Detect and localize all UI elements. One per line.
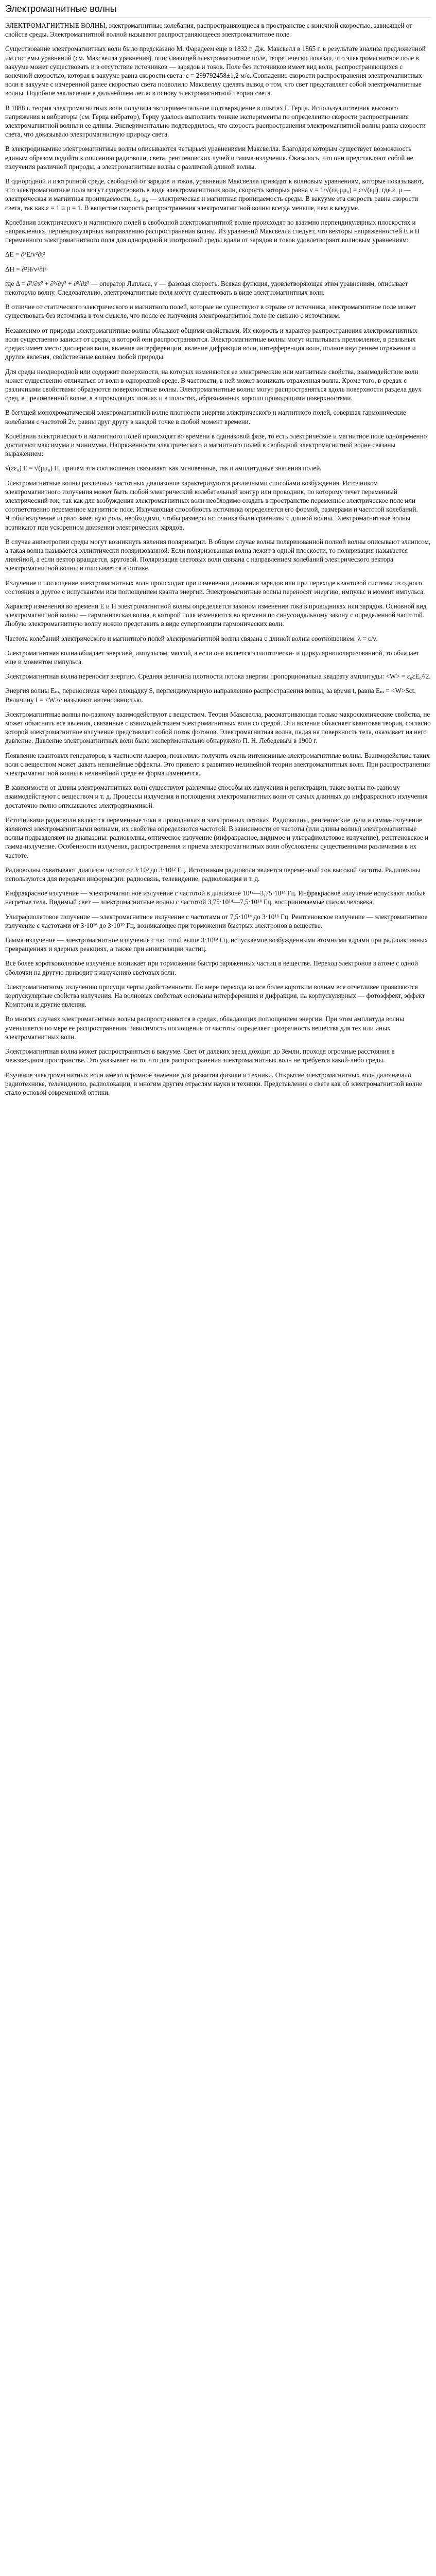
article-paragraph: √(εε₀) E = √(μμ₀) H, причем эти соотношения связывают как мгновенные, так и амплитудные значения полей. bbox=[5, 464, 322, 472]
article-paragraph: Излучение и поглощение электромагнитных волн происходит при изменении движения зарядов или при переходе квантовой системы из одного состояния в другое с испусканием или поглощением кванта энергии. Электромагнитные волны переносят энергию, импульс и момент импульса. bbox=[5, 579, 425, 596]
article-paragraph: Изучение электромагнитных волн имело огромное значение для развития физики и техники. Открытие электромагнитных волн дало начало радиотехнике, телевидению, радиолокации, и многим другим отраслям науки и техники. Представление о свете как об электромагнитной волне стало основой современной оптики. bbox=[5, 1071, 423, 1096]
article-paragraph: В 1888 г. теория электромагнитных волн получила экспериментальное подтверждение в опытах Г. Герца. Используя источник высокого напряжения и вибраторы (см. Герца вибратор), Герцу удалось выполнить тонкие эксперименты по определению скорости распространения электромагнитной волны и ее длины. Экспериментально подтвердилось, что скорость распространения электромагнитной волны равна скорости света, что доказывало электромагнитную природу света. bbox=[5, 104, 426, 139]
article-paragraph: Ультрафиолетовое излучение — электромагнитное излучение с частотами от 7,5·10¹⁴ до 3·10¹⁶ Гц. Рентгеновское излучение — электромагнитное излучение с частотами от 3·10¹⁶ до 3·10¹⁹ Гц, возникающее при торможении быстрых электронов в веществе. bbox=[5, 912, 428, 929]
article-paragraph: Характер изменения во времени Е и Н электромагнитной волны определяется законом изменения тока в проводниках или зарядов. Основной вид электромагнитной волны — гармоническая волна, в которой поля изменяются во времени по синусоидальному закону с определенной частотой. Любую электромагнитную волну можно представить в виде суперпозиции гармонических волн. bbox=[5, 602, 427, 628]
article-paragraph: Колебания электрического и магнитного полей происходят во времени в одинаковой фазе, то есть электрическое и магнитное поле одновременно достигают максимума и минимума. Напряженности электрического и магнитного полей в свободной электромагнитной волне связаны выражением: bbox=[5, 432, 427, 458]
article-paragraph: В однородной и изотропной среде, свободной от зарядов и токов, уравнения Максвелла приводят к волновым уравнениям, которые показывают, что электромагнитные поля могут существовать в виде электромагнитных волн, скорость которых равна v = 1/√(εε₀μμ₀) = c/√(εμ), где ε, μ — электрическая и магнитная проницаемости, ε₀, μ₀ — электрическая и магнитная проницаемость среды. В вакууме эта скорость равна скорости света, так как ε = 1 и μ = 1. В веществе скорость распространения электромагнитной волны всегда меньше, чем в вакууме. bbox=[5, 177, 423, 212]
article-paragraph: Энергия волны Eₘ, переносимая через площадку S, перпендикулярную направлению распространения волны, за время t, равна Eₘ = <W>Sct. Величину I = <W>c называют интенсивностью. bbox=[5, 687, 416, 704]
document-page bbox=[0, 0, 436, 1108]
article-paragraph: В зависимости от длины электромагнитных волн существуют различные способы их излучения и регистрации, такие волны по-разному взаимодействуют с веществом и т. д. Процессы излучения и поглощения электромагнитных волн от самых длинных до инфракрасного излучения достаточно полно описываются электродинамикой. bbox=[5, 784, 428, 809]
article-paragraph: Источниками радиоволн являются переменные токи в проводниках и электронных потоках. Радиоволны, ренгеновские лучи и гамма-излучение являются электромагнитными волнами, их свойства определяются частотой. В зависимости от частоты (или длины волны) электромагнитные волны подразделяют на диапазоны: радиоволны, оптическое излучение (инфракрасное, видимое и ультрафиолетовое излучение), рентгеновское и гамма-излучение. Особенности излучения, распространения и приема электромагнитных волн обусловлены существенными различиями в их частоте. bbox=[5, 816, 429, 859]
article-paragraph: Электромагнитная волна переносит энергию. Средняя величина плотности потока энергии пропорциональна квадрату амплитуды: <W> = ε₀εE₀²/2. bbox=[5, 672, 431, 681]
article-paragraph: Электромагнитная волна обладает энергией, импульсом, массой, а если она является эллиптически- и циркулярнополяризованной, то обладает еще и моментом импульса. bbox=[5, 649, 420, 666]
article-paragraph: Радиоволны охватывают диапазон частот от 3·10³ до 3·10¹² Гц. Источником радиоволн является переменный ток высокой частоты. Радиоволны используются для передачи информации: радиосвязь, телевидение, радиолокация и т. д. bbox=[5, 866, 421, 883]
article-paragraph: Электромагнитная волна может распространяться в вакууме. Свет от далеких звезд доходит до Земли, проходя огромные расстояния в межзвездном пространстве. Это указывает на то, что для распространения электромагнитных волн не требуется какой-либо среды. bbox=[5, 1047, 395, 1064]
article-paragraph: Колебания электрического и магнитного полей в свободной электромагнитной волне происходят во взаимно перпендикулярных плоскостях и направлениях, перпендикулярных направлению распространения волны. Из уравнений Максвелла следует, что векторы напряженностей Е и Н переменного электромагнитного поля для однородной и изотропной среды вдали от зарядов и токов удовлетворяют волновым уравнениям: bbox=[5, 218, 420, 244]
article-paragraph: ΔE = ∂²E/v²∂t² bbox=[5, 250, 45, 259]
article-paragraph: Появление квантовых генераторов, в частности лазеров, позволило получить очень интенсивные электромагнитные волны. Взаимодействие таких волн с веществом может давать нелинейные эффекты. Это привело к развитию нелинейной теории электромагнитных волн. При распространении электромагнитной волны в нелинейной среде ее форма изменяется. bbox=[5, 751, 430, 777]
article-paragraph: Существование электромагнитных волн было предсказано М. Фарадеем еще в 1832 г. Дж. Максвелл в 1865 г. в результате анализа предложенной им системы уравнений (см. Максвелла уравнения), описывающей электромагнитное поле, теоретически показал, что электромагнитное поле в вакууме может существовать и в отсутствие источников — зарядов и токов. Поле без источников имеет вид волн, распространяющихся с конечной скоростью, которая в вакууме равна скорости света: с = 299792458±1,2 м/с. Совпадение скорости распространения электромагнитных волн в вакууме с измеренной ранее скоростью света позволило Максвеллу сделать вывод о том, что свет представляет собой электромагнитные волны. Подобное заключение в дальнейшем легло в основу электромагнитной теории света. bbox=[5, 45, 426, 97]
article-paragraph: В отличие от статического электрического и магнитного полей, которые не существуют в отрыве от источника, электромагнитное поле может существовать без источника в том смысле, что после ее излучения электромагнитное поле не связано с источником. bbox=[5, 303, 416, 320]
article-paragraph: Во многих случаях электромагнитные волны распространяются в средах, обладающих поглощением энергии. При этом амплитуда волны уменьшается по мере ее распространения. Зависимость поглощения от частоты определяет прозрачность вещества для тех или иных электромагнитных волн. bbox=[5, 1015, 404, 1041]
article-paragraph: где Δ = ∂²/∂x² + ∂²/∂y² + ∂²/∂z² — оператор Лапласа, v — фазовая скорость. Всякая функция, удовлетворяющая этим уравнениям, описывает некоторую волну. Следовательно, электромагнитные поля могут существовать в виде электромагнитных волн. bbox=[5, 279, 408, 297]
article-paragraph: ЭЛЕКТРОМАГНИТНЫЕ ВОЛНЫ, электромагнитные колебания, распространяющиеся в пространстве с конечной скоростью, зависящей от свойств среды. Электромагнитной волной называют распространяющееся электромагнитное поле. bbox=[5, 22, 412, 39]
article-paragraph: В электродинамике электромагнитные волны описываются четырьмя уравнениями Максвелла. Благодаря которым существует возможность единым образом подойти к описанию радиоволн, света, рентгеновских лучей и гамма-излучения. Оказалось, что они представляют собой не излучения различной природы, а электромагнитные волны с различной длиной волны. bbox=[5, 145, 413, 171]
article-paragraph: Все более коротковолновое излучение возникает при торможении быстро заряженных частиц в веществе. Переход электронов в атоме с одной оболочки на другую приводит к излучению световых волн. bbox=[5, 959, 418, 976]
article-paragraph: В бегущей монохроматической электромагнитной волне плотности энергии электрического и магнитного полей, совершая гармонические колебания с частотой 2ν, равны друг другу в каждой точке в любой момент времени. bbox=[5, 409, 406, 426]
article-paragraph: Гамма-излучение — электромагнитное излучение с частотой выше 3·10¹⁹ Гц, испускаемое возбужденными атомными ядрами при радиоактивных превращениях и ядерных реакциях, а также при аннигиляции частиц. bbox=[5, 936, 428, 953]
article-paragraph: Частота колебаний электрического и магнитного полей электромагнитной волны связана с длиной волны соотношением: λ = c/ν. bbox=[5, 634, 378, 642]
article-paragraph: Независимо от природы электромагнитные волны обладают общими свойствами. Их скорость и характер распространения электромагнитных волн существенно зависит от среды, в которой они распространяются. Электромагнитные волны могут испытывать преломление, в реальных средах имеет место дисперсия волн, явление интерференции, явление дифракции волн, интерференция волн, полное внутреннее отражение и другие явления, свойственные волнам любой природы. bbox=[5, 326, 417, 361]
article-paragraph: ΔH = ∂²H/v²∂t² bbox=[5, 265, 47, 273]
page-title: Электромагнитные волны bbox=[5, 4, 117, 14]
article-paragraph: Для среды неоднородной или содержит поверхности, на которых изменяются ее электрические или магнитные свойства, взаимодействие волн может существенно отличаться от волн в однородной среде. В частности, в ней может возникать отраженная волна. Кроме того, в средах с различными свойствами образуются поверхностные волны. Электромагнитные волны могут распространяться вдоль поверхности раздела двух сред, в преломленной волне, а в проводящих линиях и в полостях, образованных хорошо проводящими поверхностями. bbox=[5, 367, 422, 402]
article-body bbox=[5, 18, 431, 1097]
article-paragraph: Электромагнитные волны различных частотных диапазонов характеризуются различными способами возбуждения. Источником электромагнитного излучения может быть любой электрический колебательный контур или проводник, по которому течет переменный электрический ток, так как для возбуждения электромагнитных волн необходимо создать в пространстве переменное электрическое поле или соответственно переменное магнитное поле. Излучающая способность источника определяется его формой, размерами и частотой колебаний. Чтобы излучение играло заметную роль, необходимо, чтобы размеры источника были сравнимы с длиной волны. Электромагнитные волны возникают при ускоренном движении электрических зарядов. bbox=[5, 479, 418, 531]
article-paragraph: Инфракрасное излучение — электромагнитное излучение с частотой в диапазоне 10¹²—3,75·10¹⁴ Гц. Инфракрасное излучение испускают любые нагретые тела. Видимый свет — электромагнитные волны с частотой 3,75·10¹⁴—7,5·10¹⁴ Гц, воспринимаемые глазом человека. bbox=[5, 889, 426, 906]
article-paragraph: Электромагнитному излучению присущи черты двойственности. По мере перехода ко все более коротким волнам все отчетливее проявляются корпускулярные свойства излучения. На волновых свойствах основаны интерференция и дифракция, на корпускулярных — фотоэффект, эффект Комптона и другие явления. bbox=[5, 982, 425, 1009]
article-paragraph: В случае анизотропии среды могут возникнуть явления поляризации. В общем случае волны поляризованной полной волны описывают эллипсом, а такая волна называется эллиптически поляризованной. Если поляризованная волна лежит в одной плоскости, то поляризация называется линейной, а если вектор вращается, круговой. Поляризация световых волн связана с направлением колебаний электрического вектора электромагнитной волны и описывается в оптике. bbox=[5, 537, 431, 572]
article-paragraph: Электромагнитные волны по-разному взаимодействуют с веществом. Теория Максвелла, рассматривающая только макроскопические свойства, не может объяснить все явления, связанные с взаимодействием электромагнитных волн со средой. Эти явления объясняет квантовая теория, согласно которой электромагнитное излучение представляет собой поток фотонов. Электромагнитная волна, падая на поверхность тела, оказывает на него давление. Давление электромагнитных волн было экспериментально обнаружено П. Н. Лебедевым в 1900 г. bbox=[5, 710, 431, 745]
